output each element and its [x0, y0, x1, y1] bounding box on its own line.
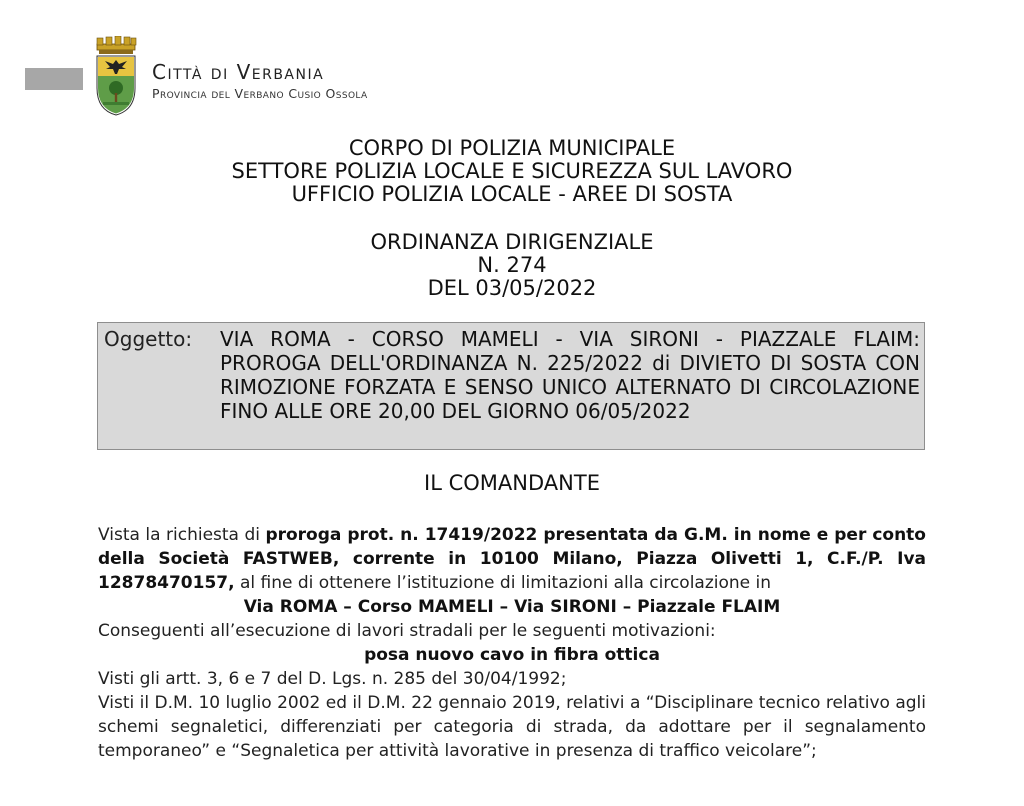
department-block [0, 137, 1024, 206]
request-tail: al fine di ottenere l’istituzione di limitazioni alla circolazione in [234, 573, 772, 593]
consequent-line: Conseguenti all’esecuzione di lavori stradali per le seguenti motivazioni: [98, 621, 716, 641]
ordinance-block [0, 231, 1024, 300]
request-paragraph [98, 523, 926, 595]
redaction-mark [25, 68, 83, 90]
section-heading: IL COMANDANTE [424, 471, 600, 495]
ordinance-date: DEL 03/05/2022 [427, 276, 597, 300]
province-name: Provincia del Verbano Cusio Ossola [152, 86, 368, 101]
ordinance-number: N. 274 [477, 253, 547, 277]
request-details: proroga prot. n. 17419/2022 presentata da G.M. in nome e per conto della Società FASTWEB, corrente in 10100 Milano, Piazza Olivetti 1, C.F./P. Iva 12878470157, [98, 525, 926, 593]
subject-box [97, 322, 925, 450]
document-body [98, 523, 926, 763]
verbania-crest-icon [93, 36, 139, 116]
subject-label: Oggetto: [104, 327, 193, 351]
legal-reference-1: Visti gli artt. 3, 6 e 7 del D. Lgs. n. 285 del 30/04/1992; [98, 669, 567, 689]
department-line-3: UFFICIO POLIZIA LOCALE - AREE DI SOSTA [291, 182, 733, 206]
request-intro: Vista la richiesta di [98, 525, 266, 545]
streets-line: Via ROMA – Corso MAMELI – Via SIRONI – Piazzale FLAIM [243, 597, 781, 617]
motivation-line: posa nuovo cavo in fibra ottica [364, 645, 660, 665]
department-line-2: SETTORE POLIZIA LOCALE E SICUREZZA SUL LAVORO [231, 159, 793, 183]
subject-text: VIA ROMA - CORSO MAMELI - VIA SIRONI - PIAZZALE FLAIM: PROROGA DELL'ORDINANZA N. 225/2022 di DIVIETO DI SOSTA CON RIMOZIONE FORZATA E SENSO UNICO ALTERNATO DI CIRCOLAZIONE FINO ALLE ORE 20,00 DEL GIORNO 06/05/2022 [220, 327, 920, 423]
city-name: Città di Verbania [152, 60, 325, 84]
ordinance-title: ORDINANZA DIRIGENZIALE [370, 230, 654, 254]
department-line-1: CORPO DI POLIZIA MUNICIPALE [348, 136, 676, 160]
legal-reference-2: Visti il D.M. 10 luglio 2002 ed il D.M. 22 gennaio 2019, relativi a “Disciplinare tecnico relativo agli schemi segnaletici, differenziati per categoria di strada, da adottare per il segnalamento temporaneo” e “Segnaletica per attività lavorative in presenza di traffico veicolare”; [98, 693, 926, 761]
